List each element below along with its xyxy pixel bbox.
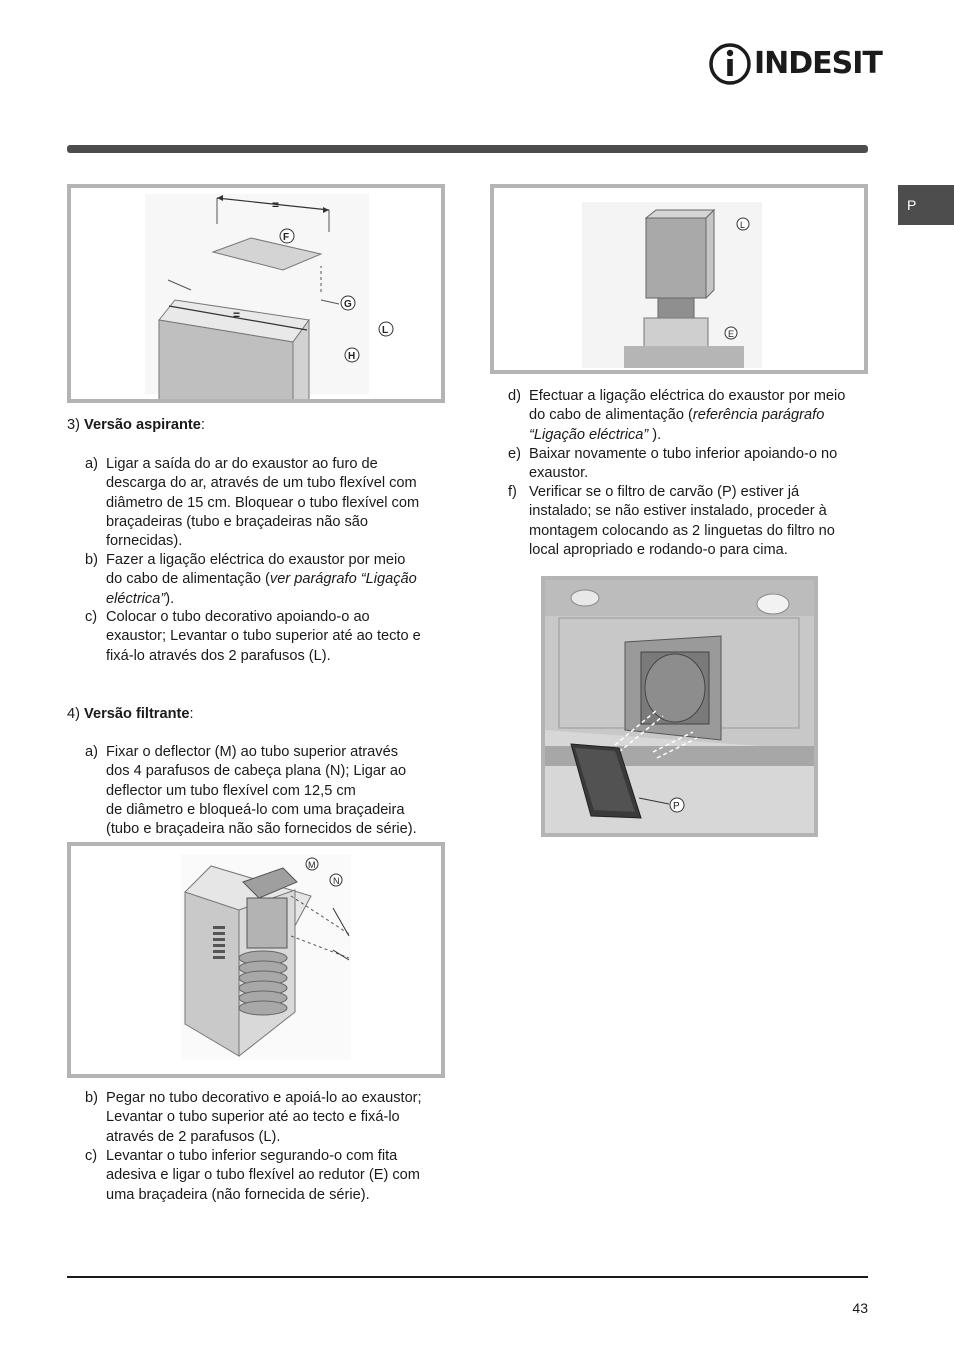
carbon-filter-illustration [545,580,814,833]
page-number: 43 [852,1300,868,1316]
item-label: d) [508,388,521,404]
figure-upper-tube [490,184,868,374]
fig1-label-h: H [348,351,356,362]
figure-chimney-bracket [67,184,445,403]
item-label: b) [85,1090,98,1106]
fig1-equal-bottom: = [233,308,241,322]
footer-rule [67,1276,868,1278]
item-label: c) [85,609,98,625]
fig1-label-g: G [344,299,352,310]
deflector-illustration [71,846,441,1074]
section-3-title: Versão aspirante [84,417,201,433]
item-label: e) [508,446,521,462]
brand-logo-text: INDESIT [754,46,882,81]
brand-logo [708,40,882,86]
fig3-label-m: M [308,860,316,870]
section-3-number: 3) [67,417,80,433]
fig1-label-f: F [283,232,290,243]
fig2-label-e: E [728,329,735,339]
fig1-equal-top: = [272,198,280,212]
figure-deflector [67,842,445,1078]
section-4-heading: 4) Versão filtrante: [67,706,194,722]
figure-carbon-filter [541,576,818,837]
item-label: a) [85,744,98,760]
section-4-title: Versão filtrante [84,706,190,722]
item-label: b) [85,552,98,568]
fig2-label-l: L [740,220,746,230]
upper-tube-illustration [494,188,864,370]
fig1-label-l: L [382,325,389,336]
item-label: f) [508,484,517,500]
fig3-label-n: N [333,876,340,886]
indesit-i-icon [708,42,752,86]
header-rule [67,145,868,153]
fig4-label-p: P [673,801,680,812]
item-label: a) [85,456,98,472]
section-4-number: 4) [67,706,80,722]
item-label: c) [85,1148,98,1164]
section-3-heading: 3) Versão aspirante: [67,417,205,433]
language-tab: P [898,185,954,225]
chimney-bracket-illustration [71,188,441,399]
